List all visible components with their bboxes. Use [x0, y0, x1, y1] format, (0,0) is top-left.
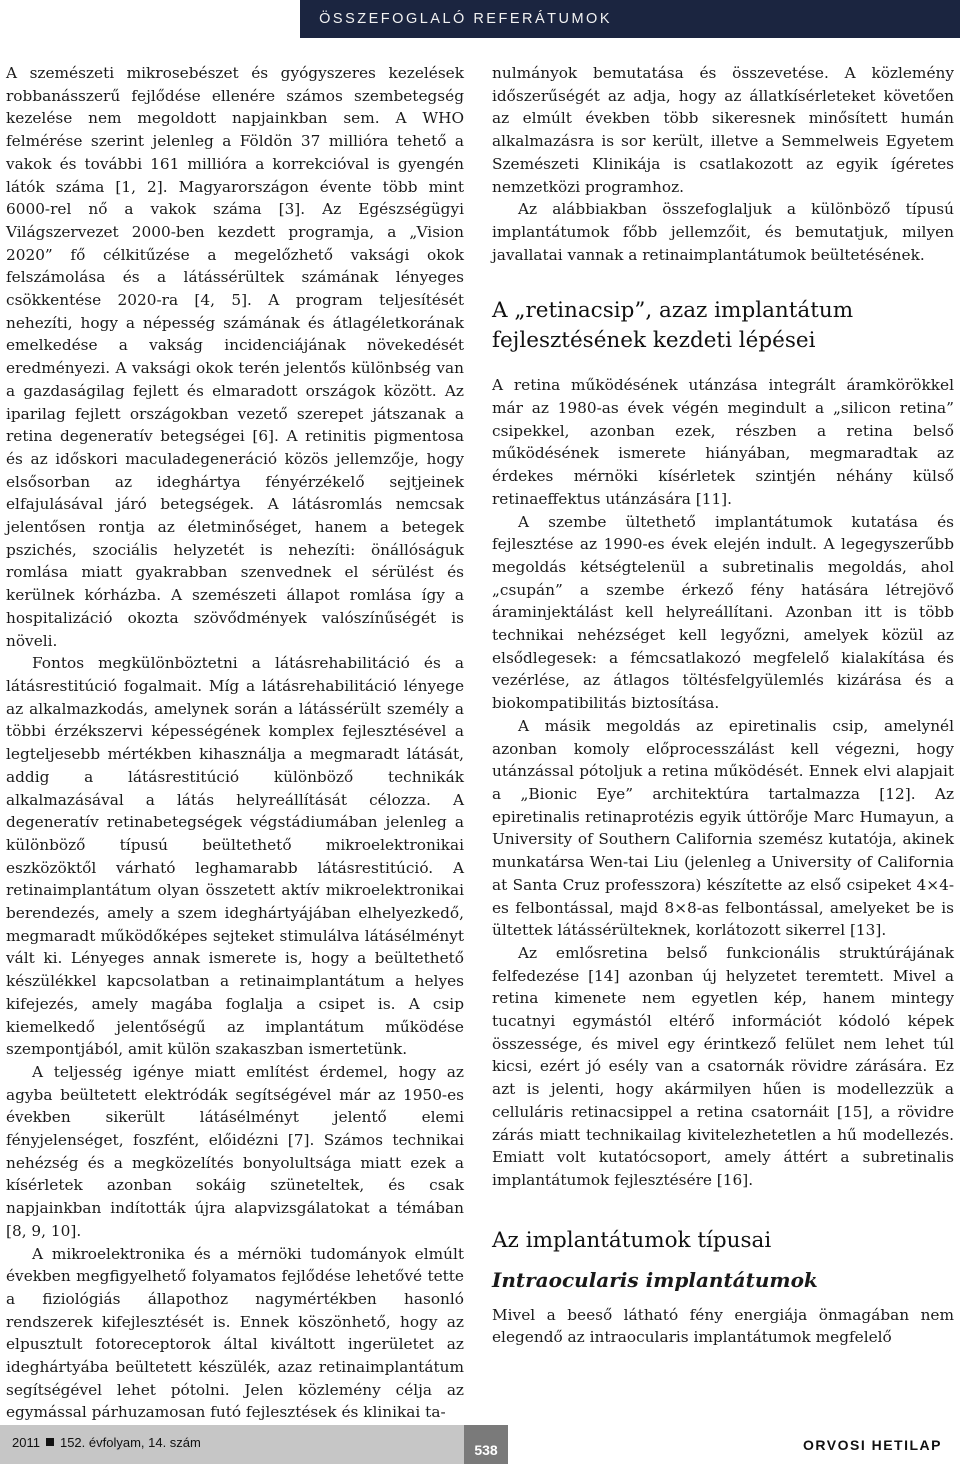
paragraph: A szembe ültethető implantátumok kutatása és fejlesztése az 1990-es évek elején indult. A legegyszerűbb megoldás kétségtelenül a subretinalis megoldás, ahol „csupán” a szembe érkező fény hatására létrejövő áraminjektálást kell helyreállítani. Azonban itt is több technikai nehézséget kell legyőzni, amelyek közül az elsődlegesek: a fémcsatlakozó megfelelő kialakítása és vezérlése, az átlagos töltésfelgyülemlés kizárása és a biokompatibilitás biztosítása. [492, 512, 954, 713]
paragraph: A szemészeti mikrosebészet és gyógyszeres kezelések robbanásszerű fejlődése ellenére számos szembetegség kezelése nem megoldott napjainkban sem. A WHO felmérése szerint jelenleg a Földön 37 millióra tehető a vakok és további 161 millióra a korrekcióval is gyengén látók száma [1, 2]. Magyarországon évente több mint 6000-rel nő a vakok száma [3]. Az Egészségügyi Világszervezet 2000-ben kezdett programja, a „Vision 2020” fő célkitűzése a megelőzhető vaksági okok felszámolása és a látássérültek számának lényeges csökkentése 2020-ra [4, 5]. A program teljesítését nehezíti, hogy a népesség számának és átlagéletkorának emelkedése a vakság incidenciájának növekedését eredményezi. A vaksági okok terén jelentős különbség van a gazdaságilag fejlett és elmaradott országok között. Az iparilag fejlett országokban vezető szerepet játszanak a retina degeneratív betegségei [6]. A retinitis pigmentosa és az időskori maculadegeneráció közös jellemzője, hogy elsősorban az ideghártya fényérzékelő sejtjeinek elfajulásával járó betegségek. A látásromlás nemcsak jelentősen rontja az életminőséget, hanem a betegek pszichés, szociális helyzetét is nehezíti: önállóságuk romlása miatt gyakrabban szenvednek el sérülést és kerülnek kórházba. A szemészeti állapot romlása így a hospitalizáció okozta szövődmények valószínűségét is növeli. [6, 64, 464, 650]
section-heading: Az implantátumok típusai [492, 1227, 772, 1253]
paragraph: Mivel a beeső látható fény energiája önmagában nem elegendő az intraocularis implantátumok megfelelő [492, 1305, 954, 1347]
paragraph: A teljesség igénye miatt említést érdemel, hogy az agyba beültetett elektródák segítségével már az 1950-es években sikerült látásélményt jelentő elemi fényjelenséget, foszfént, előidézni [7]. Számos technikai nehézség és a megközelítés bonyolultsága miatt ezek a kísérletek azonban sokáig szüneteltek, és csak napjainkban indították újra alapvizsgálatokat a témában [8, 9, 10]. [6, 1062, 464, 1240]
paragraph: Fontos megkülönböztetni a látásrehabilitáció és a látásrestitúció fogalmait. Míg a látásrehabilitáció lényege az alkalmazkodás, amelynek során a látássérült személy a többi érzékszervi képességének komplex fejlesztésével a legteljesebb mértékben kihasználja a megmaradt látását, addig a látásrestitúció különböző technikák alkalmazásával a látás helyreállítását célozza. A degeneratív retinabetegségek végstádiumában jelenleg a különböző típusú beültethető mikroelektronikai eszközöktől várható leghamarabb látásrestitúció. A retinaimplantátum olyan összetett aktív mikroelektronikai berendezés, amely a szem ideghártyájában elhelyezkedő, megmaradt működőképes sejteket stimulálva látásélményt vált ki. Lényeges annak ismerete is, hogy a beültethető készülékkel kapcsolatban a retinaimplantátum a helyes kifejezés, amely magába foglalja a csipet is. A csip kiemelkedő jelentőségű az implantátum működése szempontjából, amit külön szakaszban ismertetünk. [6, 654, 464, 1059]
paragraph: A retina működésének utánzása integrált áramkörökkel már az 1980-as évek végén megindult a „silicon retina” csipekkel, azonban ezek, részben a retina belső működésének ismerete hiányában, megmaradtak az érdekes mérnöki kísérletek szintjén néhány külső retinaeffektus utánzására [11]. [492, 376, 954, 508]
right-column [492, 62, 954, 1349]
year: 2011 [12, 1435, 40, 1450]
page-number: 538 [464, 1425, 508, 1464]
section-heading: A „retinacsip”, azaz implantátum fejlesztésének kezdeti lépései [492, 298, 854, 354]
section-label: ÖSSZEFOGLALÓ REFERÁTUMOK [319, 11, 612, 27]
paragraph: nulmányok bemutatása és összevetése. A közlemény időszerűségét az adja, hogy az állatkísérleteket követően az elmúlt években több sikeresnek minősített humán alkalmazásra is sor került, illetve a Semmelweis Egyetem Szemészeti Klinikája is csatlakozott az egyik ígéretes nemzetközi programhoz. [492, 64, 954, 196]
subsection-heading: Intraocularis implantátumok [492, 1267, 818, 1292]
left-column [6, 62, 464, 1424]
paragraph: A mikroelektronika és a mérnöki tudományok elmúlt években megfigyelhető folyamatos fejlődése lehetővé tette a fiziológiás állapothoz nagymértékben hasonló rendszerek kifejlesztését is. Ennek köszönhető, hogy az elpusztult fotoreceptorok által kiváltott ingerületet az ideghártyába beültetett készülék, azaz retinaimplantátum segítségével lehet pótolni. Jelen közlemény célja az egymással párhuzamosan futó fejlesztések és klinikai ta- [6, 1244, 464, 1422]
paragraph: Az emlősretina belső funkcionális struktúrájának felfedezése [14] azonban új helyzetet teremtett. Mivel a retina kimenete nem egyetlen kép, hanem mintegy tucatnyi egymástól eltérő információt kódoló képek összessége, és mivel egy érintkező felület nem lehet túl kicsi, ezért jó esély van a csatornák rövidre zárására. Ez azt is jelenti, hogy akármilyen hűen is modellezzük a celluláris retinacsippel a retina csatornáit [15], a rövidre zárás miatt technikailag kivitelezhetetlen a hű modellezés. Emiatt volt kutatócsoport, amely áttért a subretinalis implantátumok fejlesztésére [16]. [492, 943, 954, 1189]
square-separator-icon [46, 1438, 54, 1446]
paragraph: Az alábbiakban összefoglaljuk a különböző típusú implantátumok főbb jellemzőit, és bemutatjuk, milyen javallatai vannak a retinaimplantátumok beültetésének. [492, 200, 954, 264]
paragraph: A másik megoldás az epiretinalis csip, amelynél azonban komoly előprocesszálást kell végezni, hogy utánzással pótoljuk a retina működését. Ennek elvi alapjait a „Bionic Eye” architektúra tartalmazza [12]. Az epiretinalis retinaprotézis egyik úttörője Marc Humayun, a University of Southern California szemész kutatója, akinek munkatársa Wen-tai Liu (jelenleg a University of California at Santa Cruz professzora) készítette az első csipeket 4×4-es felbontással, majd 8×8-as felbontással, amelyeket be is ültettek látássérülteknek, korlátozott sikerrel [13]. [492, 716, 954, 940]
page-footer [0, 1425, 960, 1464]
issue-info [12, 1435, 201, 1450]
journal-name: ORVOSI HETILAP [803, 1437, 942, 1453]
volume-issue: 152. évfolyam, 14. szám [59, 1435, 201, 1450]
